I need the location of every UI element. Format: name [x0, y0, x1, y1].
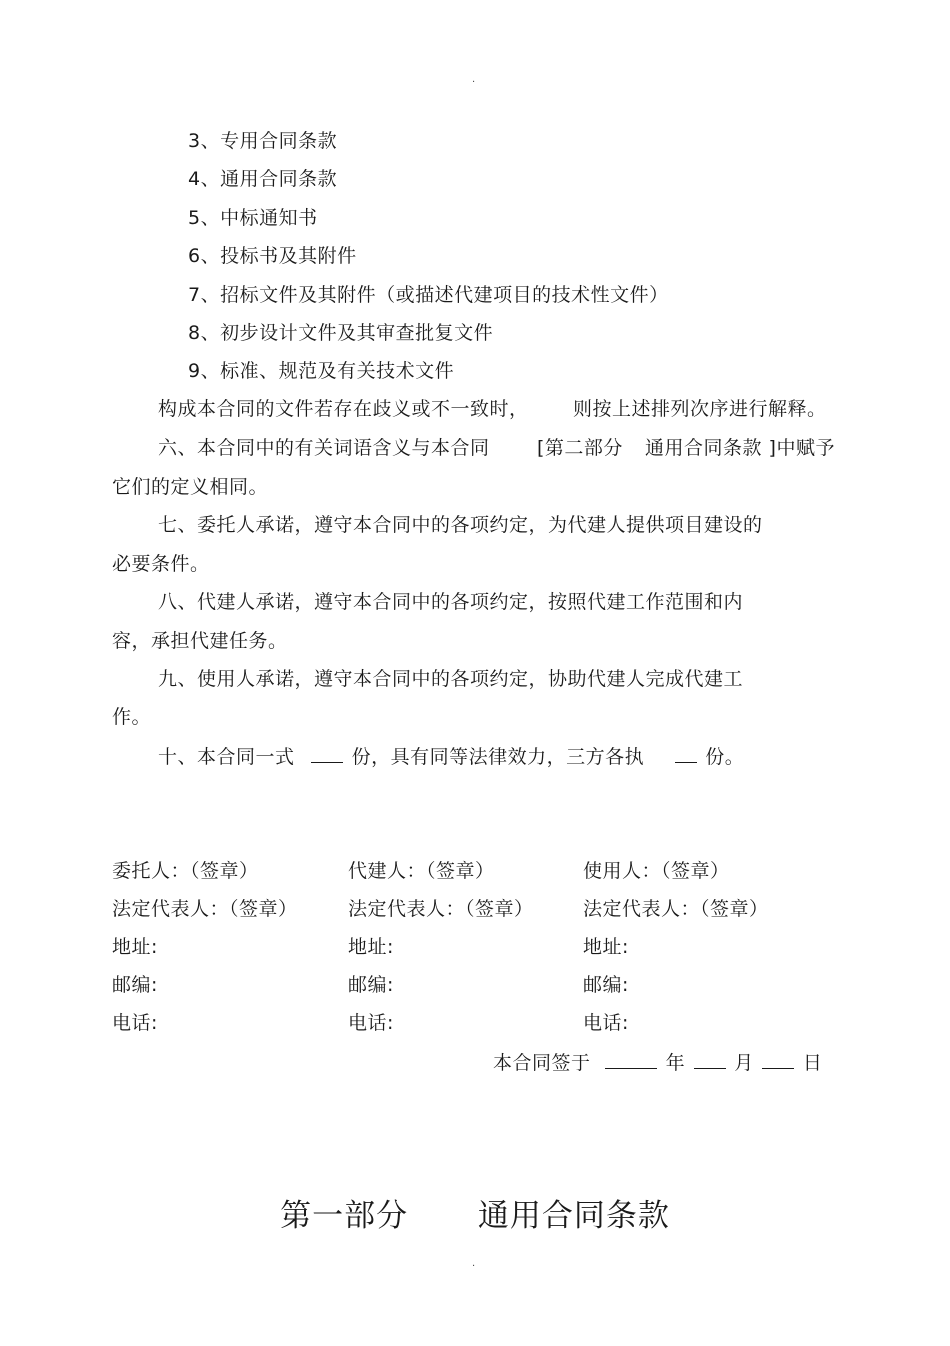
clause-ten — [158, 744, 744, 769]
order-clause-part-b: 则按上述排列次序进行解释。 — [573, 398, 827, 420]
agent-representative-label: 法定代表人：（签章） — [348, 898, 534, 920]
clause-six-part-a: 六、本合同中的有关词语含义与本合同 — [158, 437, 490, 459]
list-item: 6、投标书及其附件 — [188, 245, 357, 267]
list-item: 3、专用合同条款 — [188, 130, 338, 152]
clause-ten-part-b: 份，具有同等法律效力，三方各执 — [351, 746, 645, 768]
list-item: 5、中标通知书 — [188, 207, 318, 229]
year-blank — [605, 1050, 657, 1069]
clause-seven-line-1: 七、委托人承诺，遵守本合同中的各项约定，为代建人提供项目建设的 — [158, 514, 763, 536]
clause-nine-line-1: 九、使用人承诺，遵守本合同中的各项约定，协助代建人完成代建工 — [158, 668, 744, 690]
user-postcode-label: 邮编: — [583, 974, 629, 996]
clause-six-part-c: 通用合同条款 ]中赋予 — [645, 437, 835, 459]
part-heading-title: 通用合同条款 — [477, 1198, 670, 1234]
clause-six-part-b: [第二部分 — [537, 437, 623, 459]
day-blank — [762, 1050, 794, 1069]
list-item: 4、通用合同条款 — [188, 168, 338, 190]
clause-eight-line-2: 容，承担代建任务。 — [112, 630, 288, 652]
agent-postcode-label: 邮编: — [348, 974, 394, 996]
user-address-label: 地址: — [583, 936, 629, 958]
clause-seven-line-2: 必要条件。 — [112, 553, 210, 575]
client-representative-label: 法定代表人：（签章） — [112, 898, 298, 920]
day-label: 日 — [802, 1052, 823, 1074]
agent-signature-label: 代建人：（签章） — [348, 860, 495, 882]
part-heading-number: 第一部分 — [280, 1198, 409, 1234]
clause-ten-part-c: 份。 — [705, 746, 745, 768]
signing-date-prefix: 本合同签于 — [493, 1052, 591, 1074]
copies-total-blank — [311, 744, 343, 763]
clause-nine-line-2: 作。 — [112, 706, 152, 728]
user-representative-label: 法定代表人：（签章） — [583, 898, 769, 920]
part-heading — [0, 1196, 950, 1236]
page-header-mark: · — [472, 77, 476, 88]
list-item: 8、初步设计文件及其审查批复文件 — [188, 322, 494, 344]
client-postcode-label: 邮编: — [112, 974, 158, 996]
clause-six-part-d: 它们的定义相同。 — [112, 476, 269, 498]
agent-address-label: 地址: — [348, 936, 394, 958]
signing-date — [493, 1050, 822, 1075]
client-address-label: 地址: — [112, 936, 158, 958]
month-label: 月 — [734, 1052, 754, 1074]
list-item: 7、招标文件及其附件（或描述代建项目的技术性文件） — [188, 284, 669, 306]
user-signature-label: 使用人：（签章） — [583, 860, 730, 882]
order-clause-part-a: 构成本合同的文件若存在歧义或不一致时， — [158, 398, 529, 420]
clause-eight-line-1: 八、代建人承诺，遵守本合同中的各项约定，按照代建工作范围和内 — [158, 591, 744, 613]
clause-ten-part-a: 十、本合同一式 — [158, 746, 295, 768]
year-label: 年 — [665, 1052, 686, 1074]
user-phone-label: 电话: — [583, 1012, 629, 1034]
page-footer-mark: · — [472, 1261, 476, 1272]
copies-each-blank — [675, 744, 697, 763]
agent-phone-label: 电话: — [348, 1012, 394, 1034]
client-signature-label: 委托人：（签章） — [112, 860, 259, 882]
list-item: 9、标准、规范及有关技术文件 — [188, 360, 455, 382]
client-phone-label: 电话: — [112, 1012, 158, 1034]
month-blank — [694, 1050, 726, 1069]
